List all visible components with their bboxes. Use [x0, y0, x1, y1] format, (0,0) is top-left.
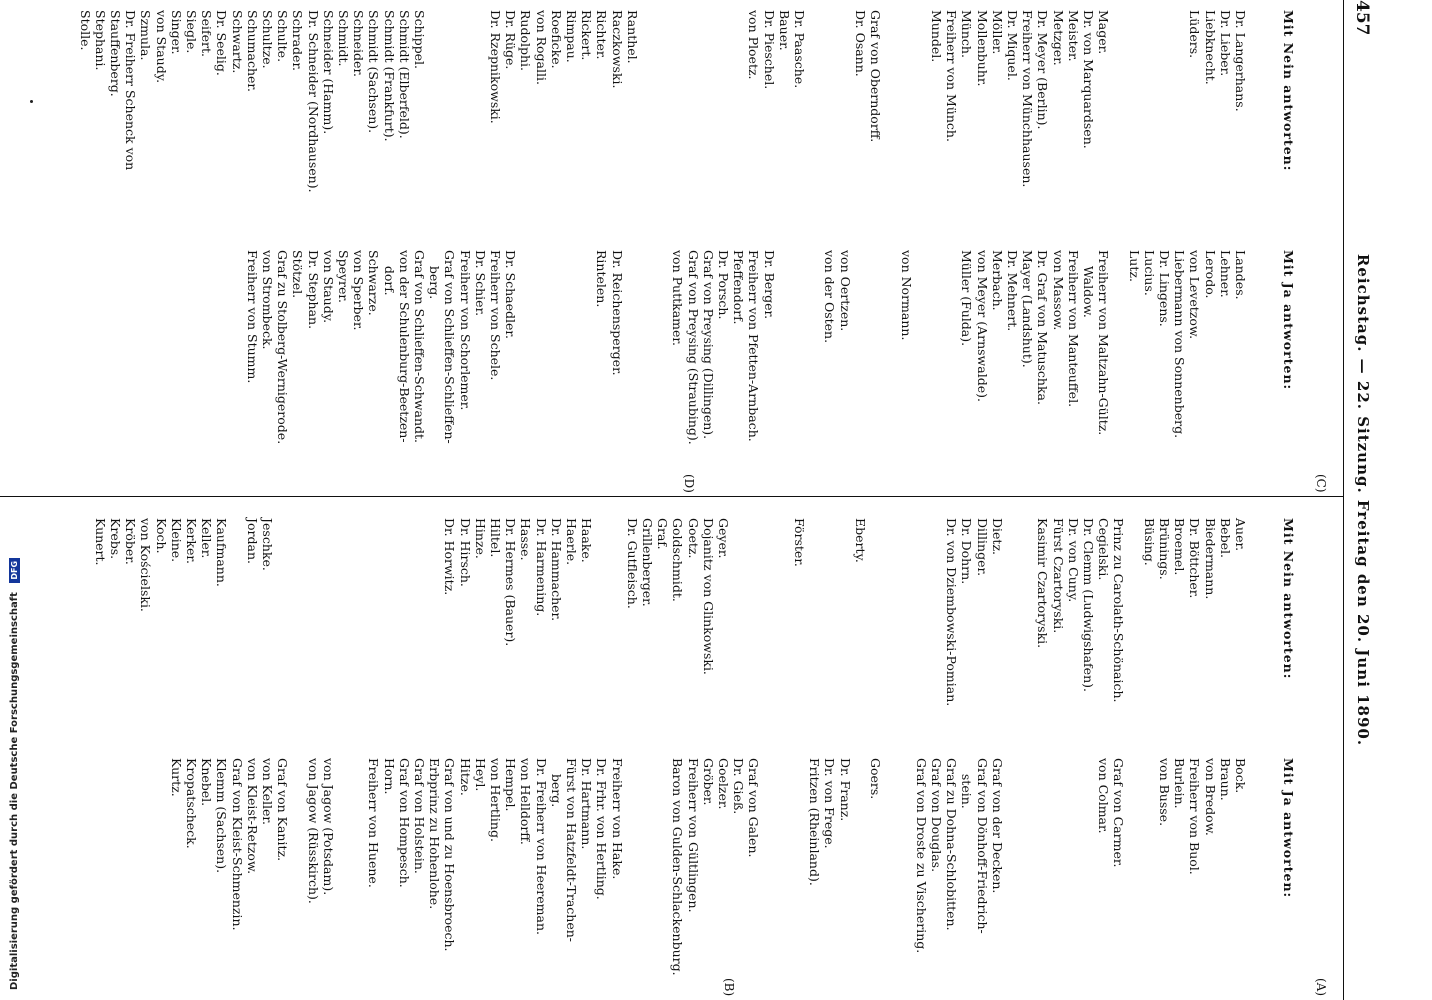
margin-mark-a: (A) — [1314, 978, 1328, 997]
margin-mark-c: (C) — [1314, 474, 1328, 493]
left-yes-names: Bock. Braun. von Bredow. Freiherr von Buol. Burlein. von Busse. Graf von Carmer. von Colmar. Graf von der Decken. Graf von Dönhoff-Friedrich- stein. Graf zu Dohna-Schlobitten. Graf von Douglas. Graf von Droste zu Vischering. Goers. Dr. Franz. Dr. von Frege. Fritzen (Rheinland). Graf von Galen. Dr. Gieß. Goelzer. Gröber. Freiherr von Gültlingen. Baron von Gulden-Schlackenburg. Freiherr von Hake. Dr. Frhr. von Hertling. Dr. Hartmann. Fürst von Hatzfeldt-Trachen- berg. Dr. Freiherr von Heereman. von Helldorff. Hempel. von Hertling. Heyl. Hitze. Graf von und zu Hoensbroech. Erbprinz zu Hohenlohe. Graf von Holstein. Graf von Hompesch. Horn. Freiherr von Huene. von Jagow (Potsdam). von Jagow (Rüsskirch). Graf von Kanitz. von Keller. von Kleist-Retzow. Graf von Kleist-Schmenzin. Klemm (Sachsen). Knebel. Kropatscheck. Kurtz. — [168, 758, 1248, 976]
right-yes-names: Landes. Lehner. Lerodo. von Levetzow. Liebermann von Sonnenberg. Dr. Lingens. Lucius. Lutz. Freiherr von Maltzahn-Gültz. Waldow. Freiherr von Manteuffel. von Massow. Dr. Graf von Matuschka. Mayer (Landshut). Dr. Mehnert. Merbach. von Meyer (Arnswalde). Müller (Fulda). von Normann. von Oertzen. von der Osten. Dr. Berger. Freiherr von Pfetten-Arnbach. Pfeffendorf. Dr. Porsch. Graf von Preysing (Dillingen). Graf von Preysing (Straubing). von Puttkamer. Dr. Reichensperger. Rintelen. Dr. Schaedler. Freiherr von Schele. Dr. Schier. Freiherr von Schorlemer. Graf von Schlieffen-Schlieffen- berg. Graf von Schlieffen-Schwandt. von der Schulenburg-Beetzen- dorf. Schwarze. von Sperber. Speyrer. von Staudy. Dr. Stephan. Stötzel. Graf zu Stolberg-Wernigerode. von Strombeck. Freiherr von Stumm. — [244, 250, 1248, 445]
left-half — [0, 0, 1336, 493]
credit-text: Digitalisierung gefördert durch die Deutsche Forschungsgemeinschaft — [9, 592, 20, 990]
right-no-column — [47, 10, 1326, 193]
dfg-logo: DFG — [9, 558, 20, 583]
left-yes-column — [138, 758, 1326, 976]
left-no-names: Auer. Bebel. Biedermann. Dr. Böttcher. Broemel. Brünings. Büsing. Prinz zu Carolath-Schönaich. Cegielski. Dr. Clemm (Ludwigshafen). Dr. von Cuny. Fürst Czartoryski. Kasimir Czartoryski. Dietz. Dillinger. Dr. Dohrn. Dr. von Dziembowski-Pomian. Eberty. Förster. Geyer. Dojanitz von Glinkowski. Goetz. Goldschmidt. Graf. Grillenberger. Dr. Gutfleisch. Haake. Haerle. Dr. Hammacher. Dr. Harmening. Hasse. Dr. Hermes (Bauer). Hiltel. Hinze. Dr. Hirsch. Dr. Horwitz. Jeschke. Jordan. Kaufmann. Keller. Kerker. Kleine. Koch. von Kościelski. Kröber. Krebs. Kunert. — [92, 518, 1248, 707]
left-no-column — [62, 518, 1326, 706]
column-divider — [0, 496, 1344, 497]
right-no-names: Dr. Langerhans. Dr. Lieber. Liebknecht. Lüders. Mager. Dr. von Marquardsen. Meister. Metzger. Dr. Meyer (Berlin). Freiherr von Münchhausen. Dr. Miquel. Möller. Mollenbuhr. Münch. Freiherr von Münch. Mundel. Graf von Oberndorff. Dr. Osann. Dr. Paasche. Bauer. Dr. Pieschel. von Ploetz. Ranthel. Raczkowski. Richter. Rickert. Rimpau. Roeficke. von Rogalli. Rudolphi. Dr. Rüge. Dr. Rzepnikowski. Schippel. Schmidt (Elberfeld). Schmidt (Frankfurt). Schmidt (Sachsen). Schneider. Schmidt. Schneider (Hamm). Dr. Schneider (Nordhausen). Schrader. Schulte. Schultze. Schumacher. Schwartz. Dr. Seelig. Seifert. Siegle. Singer. von Staudy. Szmula. Dr. Freiherr Schenck von Stauffenberg. Stephani. Stolle. — [77, 10, 1248, 193]
left-yes-heading: Mit Ja antworten: — [1280, 758, 1296, 899]
right-no-heading: Mit Nein antworten: — [1280, 10, 1296, 172]
right-yes-column — [214, 250, 1326, 445]
left-no-heading: Mit Nein antworten: — [1280, 518, 1296, 680]
right-yes-heading: Mit Ja antworten: — [1280, 250, 1296, 391]
header-rule — [1343, 0, 1344, 1000]
running-header — [1342, 0, 1372, 1000]
page-title: Reichstag. — 22. Sitzung. Freitag den 20. Juni 1890. — [1354, 253, 1372, 747]
margin-mark-b: (B) — [722, 978, 736, 997]
right-half — [0, 508, 1336, 996]
margin-mark-d: (D) — [682, 474, 696, 493]
page-number: 457 — [1352, 0, 1372, 36]
digitization-credit — [9, 558, 20, 990]
